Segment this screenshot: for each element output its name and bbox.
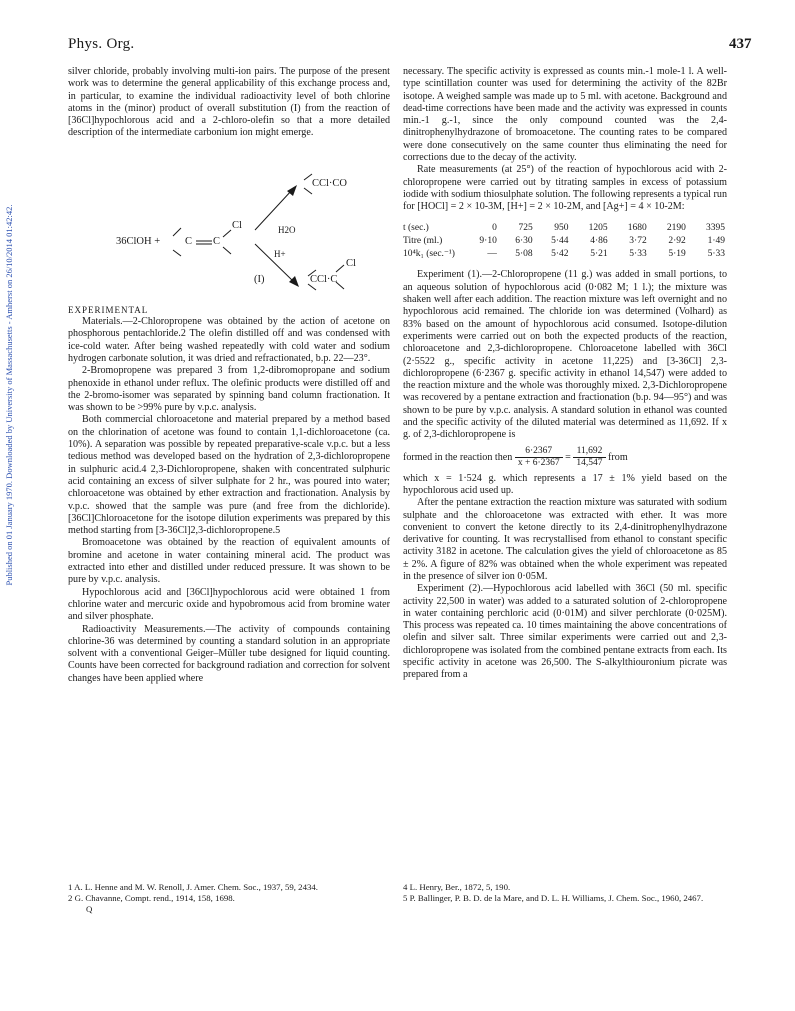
table-cell: 2·92: [668, 235, 686, 246]
table-cell: 9·10: [479, 235, 497, 246]
row-label: Titre (ml.): [403, 235, 443, 246]
footnote: 2 G. Chavanne, Compt. rend., 1914, 158, 1698.: [68, 893, 235, 903]
footnotes-left: [68, 882, 390, 915]
table-cell: —: [487, 249, 497, 260]
table-cell: 5·44: [551, 235, 569, 246]
hypochlorous-paragraph: Hypochlorous acid and [36Cl]hypochlorous acid were obtained 1 from chlorine water and mercuric oxide and hypobromous acid from bromine water and silver phosphate.: [68, 586, 390, 623]
table-cell: 1·49: [707, 235, 725, 246]
fraction-left: [515, 446, 563, 469]
experiment-2-paragraph: Experiment (2).—Hypochlorous acid labelled with 36Cl (50 ml. specific activity 22,500 in water) was added to a saturated solution of 2-chloropropene in water containing perchloric acid (0·01M) and silver perchlorate (0·025M). This process was repeated ca. 10 times maintaining the above concentrations of olefin and silver salt. Three similar experiments were carried out and 2,3-dichloropropene was isolated from the combined pentane extracts from each. Its specific activity in acetone was 26,500. The S-alkylthiouronium picrate was prepared from a: [403, 583, 727, 681]
footnote: 4 L. Henry, Ber., 1872, 5, 190.: [403, 882, 511, 892]
equation-tail: from: [608, 451, 628, 463]
intro-paragraph: silver chloride, probably involving multi-ion pairs. The purpose of the present work was to determine the general applicability of this exchange process and, in particular, to examine the individual radioactivity level of both chlorine atoms in the (minor) product of overall substitution (I) from the reaction of [36Cl]hypochlorous acid and a 2-chloro-olefin so that a more detailed description of the intermediate carbonium ion might emerge.: [68, 66, 390, 139]
table-cell: 1680: [627, 222, 647, 233]
rate-paragraph: Rate measurements (at 25°) of the reaction of hypochlorous acid with 2-chloropropene were carried out by titrating samples in excess of potassium iodide with sodium thiosulphate solution. The following represents a typical run for [HOCl] = 2 × 10-3M, [H+] = 2 × 10-2M, and [Ag+] = 4 × 10-2M:: [403, 164, 727, 213]
left-column: [68, 66, 390, 685]
table-cell: 5·33: [629, 249, 647, 260]
top-product: CCl·CO: [312, 177, 348, 189]
condition-lower: H+: [274, 248, 286, 259]
table-row: [403, 235, 725, 248]
footnote: 1 A. L. Henne and M. W. Renoll, J. Amer. Chem. Soc., 1937, 59, 2434.: [68, 882, 318, 892]
signature-mark: Q: [86, 904, 93, 914]
yield-equation: [403, 446, 727, 469]
bottom-product-chlorine: Cl: [346, 257, 356, 269]
reaction-scheme-lines: [68, 148, 390, 296]
fraction-denominator: x + 6·2367: [517, 457, 560, 468]
pentane-paragraph: After the pentane extraction the reaction mixture was saturated with sodium sulphate and the chloroacetone was extracted with ether. It was more convenient to convert the ketone directly to its 2,4-dinitrophenylhydrazone derivative for counting. It was recrystallised from ethanol to constant specific activity 3182 in acetone. The calculation gives the yield of chloroacetone as 85 ± 2%. A figure of 82% was obtained when the whole experiment was repeated in the presence of silver ion 0·05M.: [403, 497, 727, 582]
experiment-1-paragraph: Experiment (1).—2-Chloropropene (11 g.) was added in small portions, to an aqueous solution of hypochlorous acid (0·082 M; 1 l.); the mixture was shaken well after each addition. The reaction mixture was left overnight and no hypochlorous acid remained. The chloride ion was determined (Volhard) as 83% based on the amount of hypochlorous acid consumed. Isotope-dilution experiments were carried out on both the expected products of the reaction, chloroacetone and 2,3-dichloropropene. Chloroacetone labelled with 36Cl (2·5522 g., specific activity in acetone 11,225) and [3-36Cl] 2,3-dichloropropene (6·2367 g. specific activity in ethanol 14,547) were added to the reaction mixture and the whole was thoroughly mixed. 2,3-Dichloropropene was recovered by a pentane extraction and fractionation (b.p. 94—95°) and was shown to be pure by v.p.c. analysis. A standard solution in ethanol was counted and the specific activity of the diluted material was determined as 11,692. If x g. of 2,3-dichloropropene is: [403, 269, 727, 441]
bromoacetone-paragraph: Bromoacetone was obtained by the reaction of equivalent amounts of bromine and acetone in water containing mineral acid. The product was extracted into ether and distilled under reduced pressure. It was shown to be pure by v.p.c. analysis.: [68, 537, 390, 586]
fraction-right: [573, 446, 605, 469]
counting-paragraph: necessary. The specific activity is expressed as counts min.-1 mole-1 l. A well-type scintillation counter was used for determining the activity of the 82Br isotope. A weighed sample was made up to 5 ml. with acetone. Background and dead-time corrections have been made and the activity was expressed in counts min.-1 g.-1, since the only compound counted was the 2,4-dinitrophenylhydrazone of bromoacetone. The counting rates to be compared were done consecutively on the same counter thus eliminating the need for corrections due to the decay of the activity.: [403, 66, 727, 164]
table-cell: 5·42: [551, 249, 569, 260]
fraction-numerator: 6·2367: [515, 446, 563, 458]
olefin-carbon-1: C: [185, 235, 193, 247]
table-cell: 5·08: [515, 249, 533, 260]
table-cell: 3·72: [629, 235, 647, 246]
fraction-numerator: 11,692: [573, 446, 605, 458]
table-cell: 5·19: [668, 249, 686, 260]
product-label: (I): [254, 273, 265, 285]
materials-paragraph: Materials.—2-Chloropropene was obtained by the action of acetone on phosphorous pentachloride.2 The olefin distilled off and was condensed with ice-cold water. After being washed repeatedly with cold water and sodium hydrogen carbonate solution, it was dried and refractionated, b.p. 22—23°.: [68, 316, 390, 364]
radioactivity-paragraph: Radioactivity Measurements.—The activity of compounds containing chlorine-36 was determined by counting a standard solution in an appropriate solvent with a conventional Geiger–Müller tube designed for liquid counting. Counts have been corrected for background radiation and correction for solvent changes have been applied where: [68, 623, 390, 684]
olefin-chlorine: Cl: [232, 219, 242, 231]
condition-upper: H2O: [278, 224, 296, 235]
row-label: 10⁴k₁ (sec.⁻¹): [403, 249, 455, 260]
table-row: [403, 248, 725, 261]
page-number: 437: [729, 36, 752, 52]
bromopropene-paragraph: 2-Bromopropene was prepared 3 from 1,2-dibromopropane and sodium phenoxide in ethanol under reflux. The olefinic products were distilled off and the 2-bromo-isomer was separated by spinning band column fractionation. It was shown to be >99% pure by v.p.c. analysis.: [68, 365, 390, 414]
download-notice: [2, 150, 16, 650]
equals-sign: =: [565, 451, 571, 463]
rate-table: [403, 222, 725, 262]
reaction-scheme: [68, 148, 390, 296]
table-cell: 5·21: [590, 249, 608, 260]
right-column: [403, 66, 727, 682]
yield-paragraph: which x = 1·524 g. which represents a 17 ± 1% yield based on the hypochlorous acid used up.: [403, 472, 727, 496]
section-heading: EXPERIMENTAL: [68, 304, 149, 315]
table-row: [403, 222, 725, 235]
table-cell: 950: [554, 222, 569, 233]
footnote: 5 P. Ballinger, P. B. D. de la Mare, and D. L. H. Williams, J. Chem. Soc., 1960, 2467.: [403, 893, 704, 903]
table-cell: 725: [518, 222, 533, 233]
fraction-denominator: 14,547: [576, 457, 603, 468]
table-cell: 6·30: [515, 235, 533, 246]
journal-name: Phys. Org.: [68, 36, 135, 52]
footnotes-right: [403, 882, 727, 904]
table-cell: 2190: [666, 222, 686, 233]
table-cell: 3395: [706, 222, 725, 233]
table-cell: 0: [492, 222, 497, 233]
download-notice-text: Published on 01 January 1970. Downloaded by University of Massachusetts - Amherst on 26/10/2014 01:42:42.: [4, 204, 14, 586]
reagent-label: 36ClOH +: [116, 235, 161, 247]
table-cell: 1205: [588, 222, 608, 233]
row-label: t (sec.): [403, 222, 429, 233]
equation-lead: formed in the reaction then: [403, 451, 513, 463]
bottom-product: CCl·C: [310, 273, 338, 285]
olefin-carbon-2: C: [213, 235, 221, 247]
table-cell: 5·33: [707, 249, 725, 260]
chloroacetone-paragraph: Both commercial chloroacetone and material prepared by a method based on the chlorination of acetone was found to contain 1,1-dichloroacetone (ca. 10%). A separation was possible by repeated preparative-scale v.p.c. but a less tedious method was developed based on the hydration of 2,3-dichloropropene in sulphuric acid.4 2,3-Dichloropropene, shaken with concentrated sulphuric acid containing an excess of silver sulphate for 2 hr., was poured into water; chloroacetone was obtained by ether extraction and fractionation. Analysis by v.p.c. showed that the sample was pure (and free from the dichloride). [36Cl]Chloroacetone for the isotope dilution experiments was prepared by this method starting from [3-36Cl]2,3-dichloropropene.5: [68, 414, 390, 537]
table-cell: 4·86: [590, 235, 608, 246]
